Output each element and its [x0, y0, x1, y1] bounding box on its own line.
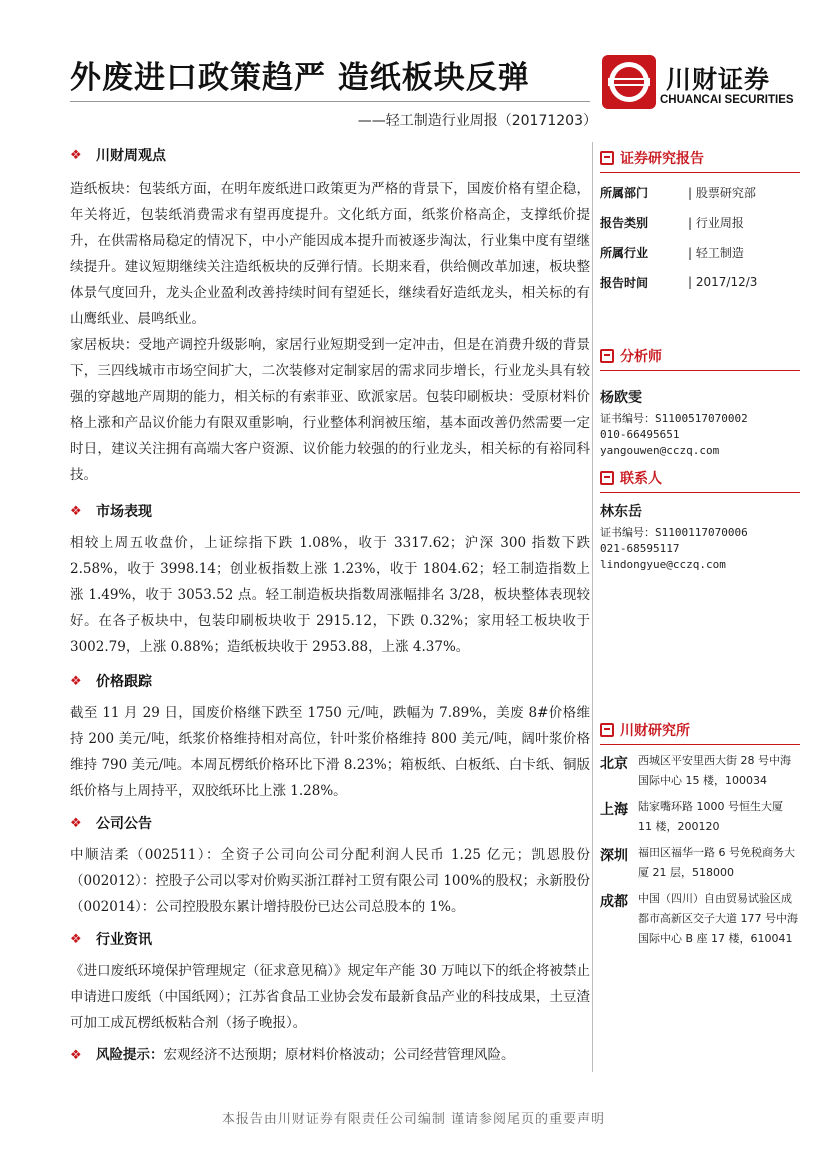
info-key: 报告类别	[600, 215, 649, 230]
header-divider	[70, 101, 590, 102]
section-heading: 市场表现	[96, 504, 152, 520]
sidebar-divider	[600, 492, 800, 493]
section-heading: 价格跟踪	[96, 674, 152, 690]
paragraph: 相较上周五收盘价，上证综指下跌 1.08%，收于 3317.62；沪深 300 指数下跌 2.58%，收于 3998.14；创业板指数上涨 1.23%，收于 1804.62；轻工制造指数上涨 1.49%，收于 3053.52 点。轻工制造板块指数周涨幅排名 3/28，板块整体表现较好。在各子板块中，包装印刷板块收于 2915.12，下跌 0.32%；家用轻工板块收于 3002.79，上涨 0.88%；造纸板块收于 2953.88，上涨 4.37%。	[70, 535, 590, 655]
logo-text-en: CHUANCAI SECURITIES	[660, 94, 794, 106]
office-chengdu	[600, 889, 800, 949]
logo-text-cn: 川财证券	[666, 65, 771, 94]
office-address: 西城区平安里西大街 28 号中海国际中心 15 楼，100034	[638, 754, 791, 787]
section-announcements	[70, 810, 590, 920]
contact-cert: 证书编号：S1100117070006	[600, 526, 748, 539]
sidebar-report-info	[600, 146, 800, 297]
sidebar-divider	[600, 172, 800, 173]
contact-email[interactable]: lindongyue@cczq.com	[600, 558, 726, 571]
info-key: 报告时间	[600, 275, 649, 290]
contact-phone: 021-68595117	[600, 542, 680, 555]
person-icon	[600, 471, 614, 485]
risk-text: 宏观经济不达预期；原材料价格波动；公司经营管理风险。	[163, 1047, 515, 1063]
office-address: 福田区福华一路 6 号免税商务大厦 21 层，518000	[638, 846, 795, 879]
sidebar-analyst	[600, 344, 800, 459]
sidebar-heading: 分析师	[620, 349, 662, 365]
diamond-bullet-icon: ❖	[70, 147, 82, 163]
info-row-date	[600, 267, 800, 297]
office-city: 北京	[600, 756, 628, 772]
office-shanghai	[600, 797, 800, 837]
analyst-name: 杨欧雯	[600, 390, 642, 406]
analyst-cert: 证书编号：S1100517070002	[600, 412, 748, 425]
main-content	[70, 142, 590, 1069]
section-market	[70, 498, 590, 660]
office-shenzhen	[600, 843, 800, 883]
paragraph: 家居板块：受地产调控升级影响，家居行业短期受到一定冲击，但是在消费升级的背景下，三四线城市市场空间扩大，二次装修对定制家居的需求同步增长，行业龙头具有较强的穿越地产周期的能力，相关标的有索菲亚、欧派家居。包装印刷板块：受原材料价格上涨和产品议价能力有限双重影响，行业整体利润被压缩，基本面改善仍然需要一定时日，建议关注拥有高端大客户资源、议价能力较强的的行业龙头，相关标的有裕同科技。	[70, 337, 590, 483]
info-value: | 轻工制造	[688, 245, 744, 260]
office-city: 上海	[600, 802, 628, 818]
sidebar-heading: 川财研究所	[620, 723, 690, 739]
diamond-bullet-icon: ❖	[70, 931, 82, 947]
page-footer: 本报告由川财证券有限责任公司编制 谨请参阅尾页的重要声明	[221, 1112, 606, 1127]
section-news	[70, 926, 590, 1036]
section-heading: 行业资讯	[96, 932, 152, 948]
info-key: 所属部门	[600, 185, 649, 200]
risk-label: 风险提示：	[96, 1047, 164, 1063]
sidebar-heading: 联系人	[620, 471, 662, 487]
contact-name: 林东岳	[600, 504, 642, 520]
office-beijing	[600, 751, 800, 791]
office-city: 成都	[600, 894, 628, 910]
report-title: 外废进口政策趋严 造纸板块反弹	[70, 60, 530, 96]
analyst-email[interactable]: yangouwen@cczq.com	[600, 444, 720, 457]
risk-warning	[70, 1042, 590, 1069]
info-value: | 2017/12/3	[688, 275, 758, 289]
building-icon	[600, 723, 614, 737]
section-price	[70, 668, 590, 804]
info-row-category	[600, 207, 800, 237]
section-heading: 公司公告	[96, 816, 152, 832]
diamond-bullet-icon: ❖	[70, 815, 82, 831]
office-address: 中国（四川）自由贸易试验区成都市高新区交子大道 177 号中海国际中心 B 座 17 楼，610041	[638, 892, 798, 945]
paragraph: 《进口废纸环境保护管理规定（征求意见稿）》规定年产能 30 万吨以下的纸企将被禁止申请进口废纸（中国纸网）；江苏省食品工业协会发布最新食品产业的科技成果，土豆渣可加工成瓦楞纸板粘合剂（扬子晚报）。	[70, 963, 590, 1031]
section-viewpoint	[70, 142, 590, 488]
report-icon	[600, 151, 614, 165]
person-icon	[600, 349, 614, 363]
report-subtitle: ——轻工制造行业周报（20171203）	[357, 113, 597, 129]
diamond-bullet-icon: ❖	[70, 1048, 82, 1063]
paragraph: 截至 11 月 29 日，国废价格继下跌至 1750 元/吨，跌幅为 7.89%，美废 8#价格维持 200 美元/吨，纸浆价格维持相对高位，针叶浆价格维持 800 美元/吨，阔叶浆价格维持 790 美元/吨。本周瓦楞纸价格环比下滑 8.23%；箱板纸、白板纸、白卡纸、铜版纸价格与上周持平，双胶纸环比上涨 1.28%。	[70, 705, 590, 799]
sidebar-heading: 证券研究报告	[620, 151, 704, 167]
sidebar-institute	[600, 718, 800, 955]
info-key: 所属行业	[600, 245, 649, 260]
chuancai-logo-icon	[602, 55, 656, 109]
analyst-phone: 010-66495651	[600, 428, 680, 441]
diamond-bullet-icon: ❖	[70, 503, 82, 519]
office-address: 陆家嘴环路 1000 号恒生大厦 11 楼，200120	[638, 800, 783, 833]
sidebar-divider	[600, 370, 800, 371]
info-value: | 行业周报	[688, 215, 744, 230]
column-divider	[592, 142, 593, 1072]
diamond-bullet-icon: ❖	[70, 673, 82, 689]
info-row-department	[600, 177, 800, 207]
paragraph: 中顺洁柔（002511）：全资子公司向公司分配利润人民币 1.25 亿元；凯恩股份（002012）：控股子公司以零对价购买浙江群衬工贸有限公司 100%的股权；永新股份（002014）：公司控股股东累计增持股份已达公司总股本的 1%。	[70, 847, 590, 915]
paragraph: 造纸板块：包装纸方面，在明年废纸进口政策更为严格的背景下，国废价格有望企稳，年关将近，包装纸消费需求有望再度提升。文化纸方面，纸浆价格高企，支撑纸价提升，在供需格局稳定的情况下，中小产能因成本提升而被逐步淘汰，行业集中度有望继续提升。建议短期继续关注造纸板块的反弹行情。长期来看，供给侧改革加速，板块整体景气度回升，龙头企业盈利改善持续时间有望延长，继续看好造纸龙头，相关标的有山鹰纸业、晨鸣纸业。	[70, 181, 590, 327]
sidebar-contact	[600, 466, 800, 573]
info-row-industry	[600, 237, 800, 267]
info-value: | 股票研究部	[688, 185, 756, 200]
section-heading: 川财周观点	[96, 148, 166, 164]
office-city: 深圳	[600, 848, 628, 864]
sidebar-divider	[600, 744, 800, 745]
